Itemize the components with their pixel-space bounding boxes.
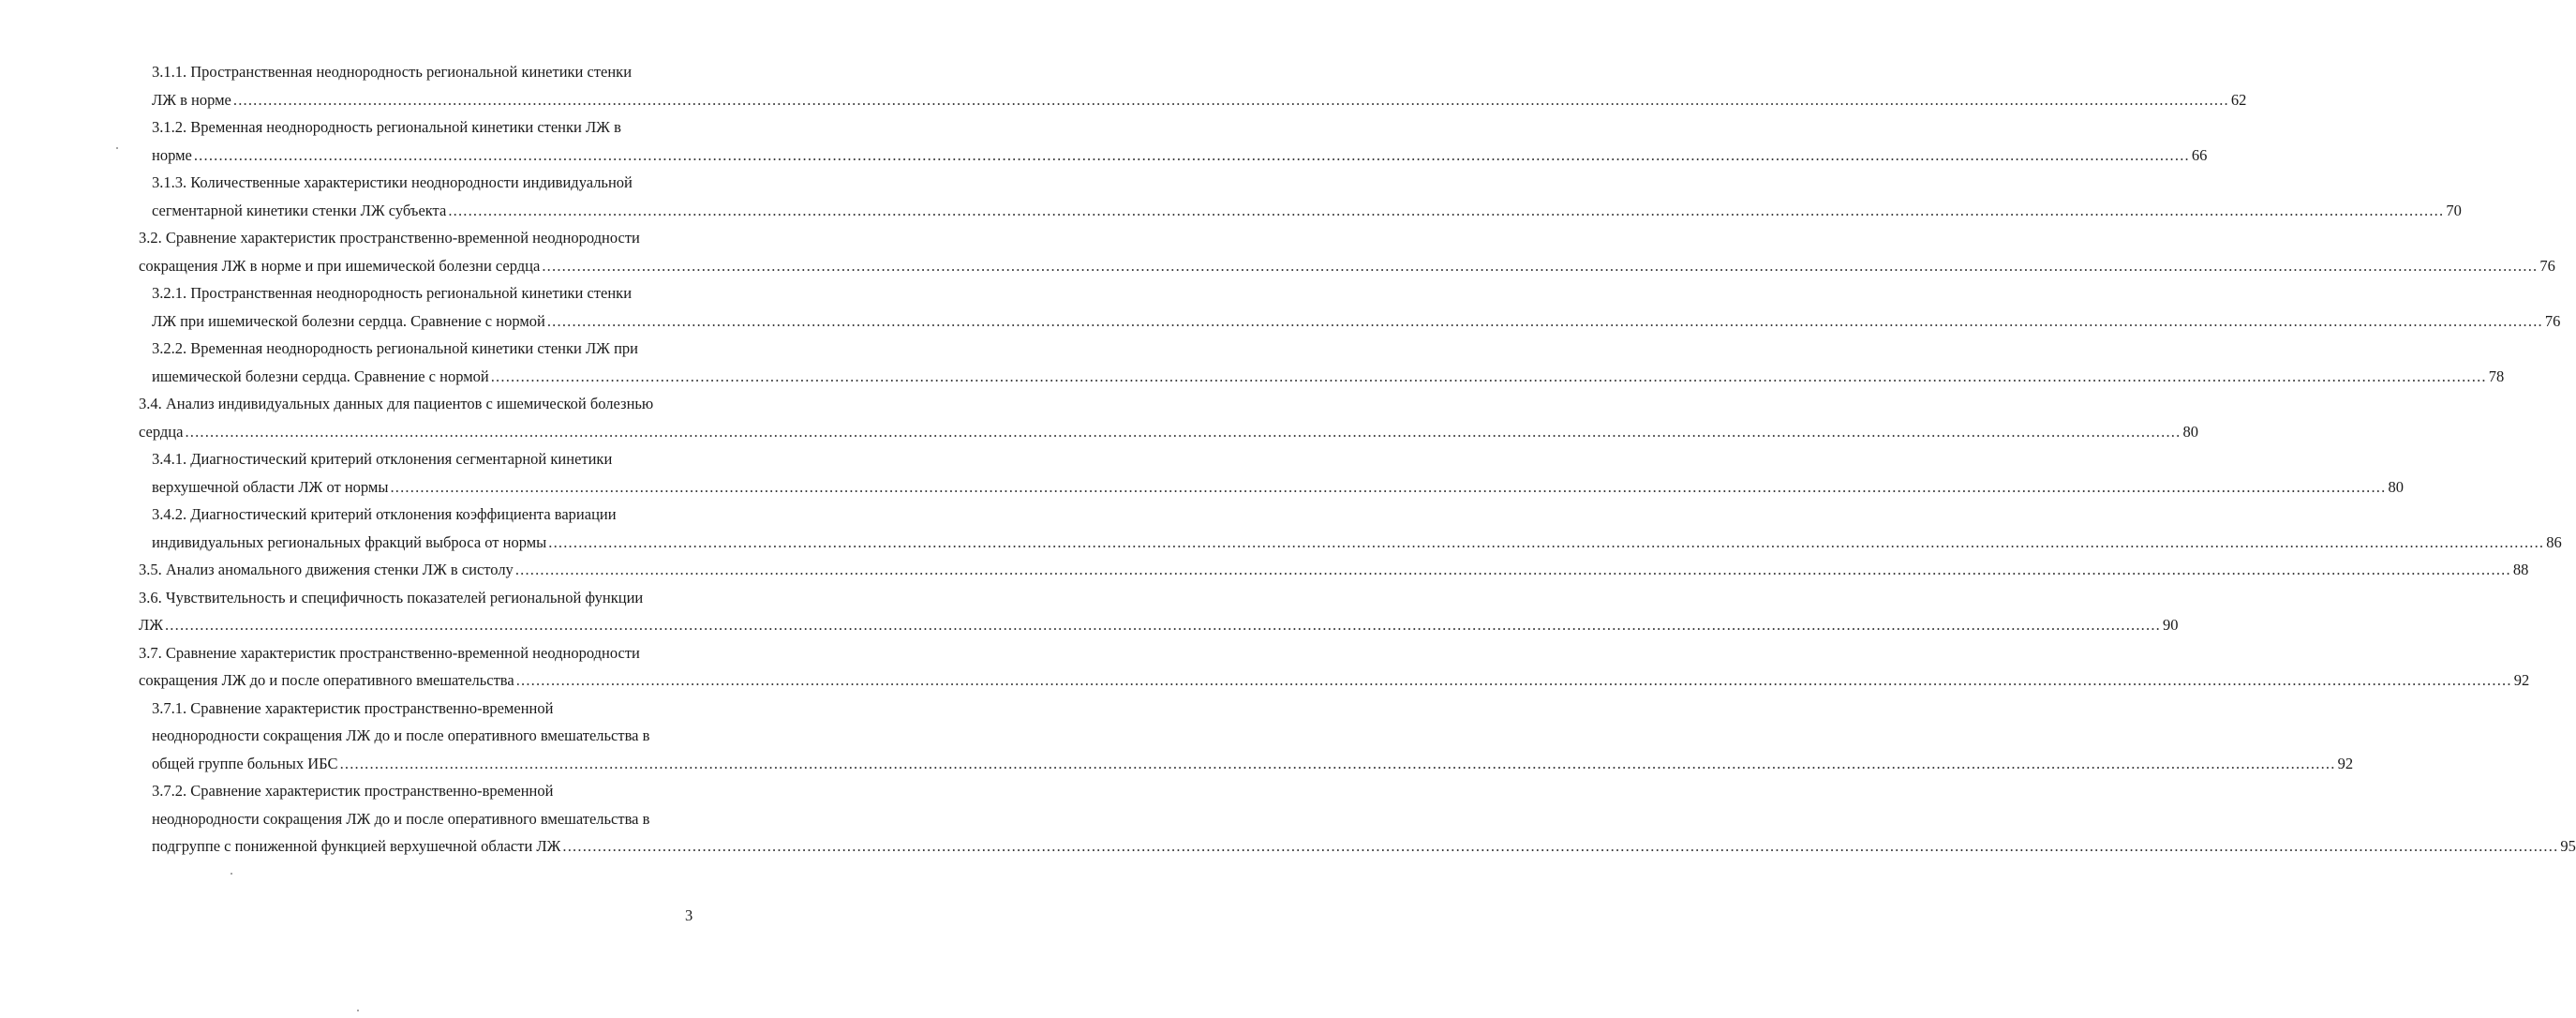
toc-entry-line xyxy=(0,501,743,529)
toc-entry-text: норме xyxy=(152,145,192,164)
toc-entry-text: 3.2. Сравнение характеристик пространственно-временной неоднородности xyxy=(139,229,640,247)
toc-entry-text: 3.5. Анализ аномального движения стенки ЛЖ в систолу xyxy=(139,561,514,578)
toc-entry-line xyxy=(0,445,743,473)
toc-page-number: 70 xyxy=(2446,201,2462,219)
toc-entry-text: 3.7.2. Сравнение характеристик пространственно-временной xyxy=(152,782,554,800)
toc-entry-line xyxy=(0,666,2530,695)
toc-entry-line xyxy=(0,335,743,363)
toc-page-number: 92 xyxy=(2513,671,2530,689)
toc-entry-line xyxy=(0,169,743,197)
toc-entry-line xyxy=(0,529,2562,557)
toc-entry-line xyxy=(0,197,2462,225)
toc-entry[interactable] xyxy=(0,169,2462,224)
toc-entry-line xyxy=(0,639,743,667)
toc-page-number: 76 xyxy=(2539,256,2555,275)
scan-speck xyxy=(231,873,232,875)
toc-entry[interactable] xyxy=(0,113,2208,169)
toc-entry[interactable] xyxy=(0,390,2198,445)
dot-leader: ................................................................................................................................................................................................................................................................................................................................................................................................................ xyxy=(390,477,2387,496)
toc-entry-text: сокращения ЛЖ до и после оперативного вмешательства xyxy=(139,671,514,689)
toc-entry-text: 3.4.2. Диагностический критерий отклонения коэффициента вариации xyxy=(152,505,617,523)
toc-entry[interactable] xyxy=(0,639,2530,695)
toc-entry-text: ЛЖ xyxy=(139,616,163,634)
toc-entry[interactable] xyxy=(0,556,2529,584)
toc-entry-line xyxy=(0,363,2505,391)
toc-page-number: 76 xyxy=(2544,311,2561,330)
toc-entry-text: 3.1.1. Пространственная неоднородность региональной кинетики стенки xyxy=(152,63,633,81)
toc-entry-text: 3.1.3. Количественные характеристики неоднородности индивидуальной xyxy=(152,173,633,191)
toc-entry-line xyxy=(0,805,743,833)
scan-speck xyxy=(357,1010,359,1011)
toc-entry-text: 3.4.1. Диагностический критерий отклонения сегментарной кинетики xyxy=(152,450,613,468)
toc-entry-text: неоднородности сокращения ЛЖ до и после оперативного вмешательства в xyxy=(152,809,650,828)
dot-leader: ................................................................................................................................................................................................................................................................................................................................................................................................................ xyxy=(548,532,2545,551)
toc-entry-text: подгруппе с пониженной функцией верхушечной области ЛЖ xyxy=(152,837,561,855)
toc-page-number: 62 xyxy=(2230,90,2247,109)
page-number: 3 xyxy=(685,906,693,924)
toc-entry[interactable] xyxy=(0,279,2561,335)
toc-page-number: 80 xyxy=(2388,477,2404,496)
toc-entry-text: 3.6. Чувствительность и специфичность показателей региональной функции xyxy=(139,588,644,606)
toc-entry-line xyxy=(0,584,743,612)
toc-entry[interactable] xyxy=(0,58,2247,113)
toc-entry-text: 3.7. Сравнение характеристик пространственно-временной неоднородности xyxy=(139,643,640,662)
toc-entry-line xyxy=(0,556,2529,584)
toc-page-number: 66 xyxy=(2191,145,2208,164)
toc-entry-line xyxy=(0,252,2555,280)
toc-entry-line xyxy=(0,777,743,805)
toc-entry-line xyxy=(0,279,743,307)
toc-entry-text: сердца xyxy=(139,422,184,441)
toc-entry[interactable] xyxy=(0,224,2555,279)
toc-entry-line xyxy=(0,695,743,723)
toc-entry-line xyxy=(0,113,743,142)
dot-leader: ................................................................................................................................................................................................................................................................................................................................................................................................................ xyxy=(185,422,2181,441)
toc-entry-text: сокращения ЛЖ в норме и при ишемической болезни сердца xyxy=(139,256,541,275)
toc-entry-text: неоднородности сокращения ЛЖ до и после оперативного вмешательства в xyxy=(152,726,650,744)
toc-page-number: 80 xyxy=(2182,422,2198,441)
toc-entry-text: индивидуальных региональных фракций выброса от нормы xyxy=(152,532,547,551)
dot-leader: ................................................................................................................................................................................................................................................................................................................................................................................................................ xyxy=(164,616,2161,634)
toc-entry-line xyxy=(0,832,2576,861)
dot-leader: ................................................................................................................................................................................................................................................................................................................................................................................................................ xyxy=(193,145,2190,164)
dot-leader: ................................................................................................................................................................................................................................................................................................................................................................................................................ xyxy=(514,561,2511,578)
scan-speck xyxy=(116,147,118,149)
dot-leader: ................................................................................................................................................................................................................................................................................................................................................................................................................ xyxy=(515,671,2512,689)
dot-leader: ................................................................................................................................................................................................................................................................................................................................................................................................................ xyxy=(562,837,2559,855)
toc-entry[interactable] xyxy=(0,777,2576,861)
toc-entry-text: сегментарной кинетики стенки ЛЖ субъекта xyxy=(152,201,447,219)
toc-entry-line xyxy=(0,86,2247,114)
toc-entry[interactable] xyxy=(0,501,2562,556)
toc-entry[interactable] xyxy=(0,695,2354,778)
toc-entry-text: 3.1.2. Временная неоднородность региональной кинетики стенки ЛЖ в xyxy=(152,118,621,136)
dot-leader: ................................................................................................................................................................................................................................................................................................................................................................................................................ xyxy=(339,754,2336,772)
toc-entry[interactable] xyxy=(0,584,2179,639)
toc-entry-text: общей группе больных ИБС xyxy=(152,754,338,772)
toc-page-number: 90 xyxy=(2162,616,2179,634)
toc-entry-text: 3.7.1. Сравнение характеристик пространственно-временной xyxy=(152,698,554,717)
toc-entry-line xyxy=(0,307,2561,336)
toc-entry-line xyxy=(0,142,2208,170)
toc-entry-line xyxy=(0,750,2354,778)
toc-page-number: 95 xyxy=(2560,837,2576,855)
toc-entry-text: верхушечной области ЛЖ от нормы xyxy=(152,477,389,496)
dot-leader: ................................................................................................................................................................................................................................................................................................................................................................................................................ xyxy=(448,201,2445,219)
toc-entry-text: ЛЖ при ишемической болезни сердца. Сравнение с нормой xyxy=(152,311,545,330)
toc-page-number: 78 xyxy=(2488,367,2505,385)
toc-entry-text: ишемической болезни сердца. Сравнение с нормой xyxy=(152,367,489,385)
toc-entry-line xyxy=(0,611,2179,639)
toc-entry-line xyxy=(0,58,743,86)
dot-leader: ................................................................................................................................................................................................................................................................................................................................................................................................................ xyxy=(542,256,2539,275)
toc-entry-line xyxy=(0,473,2404,502)
dot-leader: ................................................................................................................................................................................................................................................................................................................................................................................................................ xyxy=(490,367,2487,385)
dot-leader: ................................................................................................................................................................................................................................................................................................................................................................................................................ xyxy=(232,90,2229,109)
toc-entry-text: 3.2.1. Пространственная неоднородность региональной кинетики стенки xyxy=(152,284,633,302)
toc-entry[interactable] xyxy=(0,445,2404,501)
toc-page-number: 86 xyxy=(2546,532,2562,551)
dot-leader: ................................................................................................................................................................................................................................................................................................................................................................................................................ xyxy=(546,311,2543,330)
toc-entry[interactable] xyxy=(0,335,2505,390)
toc-entry-line xyxy=(0,418,2198,446)
toc-entry-text: 3.2.2. Временная неоднородность региональной кинетики стенки ЛЖ при xyxy=(152,339,638,357)
toc-page-number: 88 xyxy=(2512,561,2529,578)
toc-entry-line xyxy=(0,224,743,252)
toc-entry-line xyxy=(0,390,743,418)
toc-page-number: 92 xyxy=(2337,754,2354,772)
toc-entry-line xyxy=(0,722,743,750)
toc-entry-text: ЛЖ в норме xyxy=(152,90,231,109)
toc-entry-text: 3.4. Анализ индивидуальных данных для пациентов с ишемической болезнью xyxy=(139,395,654,412)
